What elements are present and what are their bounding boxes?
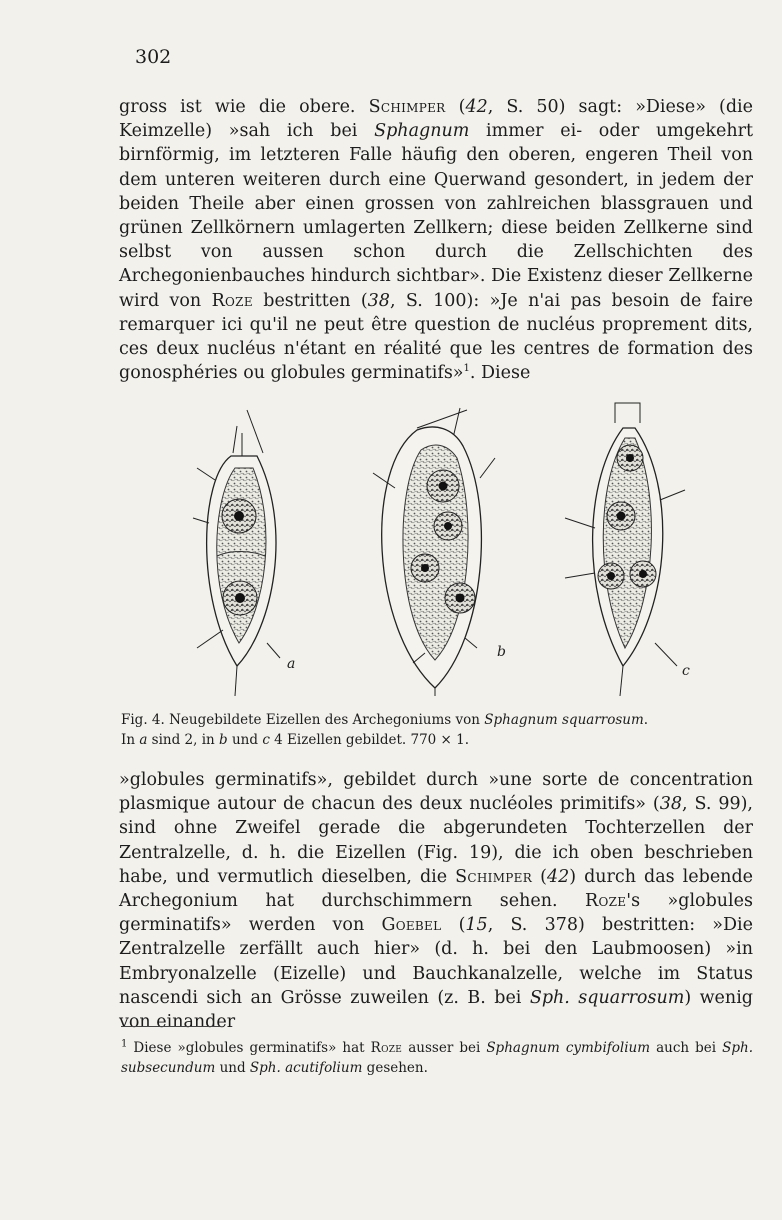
caption-letter-c: c: [262, 732, 270, 748]
footnote-text: auch bei: [650, 1040, 723, 1056]
caption-letter-a: a: [139, 732, 148, 748]
author-name: Schimper: [368, 97, 446, 117]
author-name: Roze: [370, 1040, 403, 1056]
reference-number: 15: [465, 915, 488, 936]
drawing-a: [193, 410, 295, 696]
caption-text: sind 2, in: [147, 732, 220, 748]
footnote-1: [121, 1038, 753, 1078]
author-name: Roze: [584, 891, 627, 912]
caption-text: .: [643, 712, 649, 728]
species-name: Sphagnum cymbifolium: [486, 1040, 651, 1056]
author-name: Schimper: [455, 866, 533, 887]
footnote-text: und: [215, 1060, 250, 1076]
text-run: ) wenig von einander: [119, 987, 753, 1033]
author-name: Roze: [211, 290, 253, 311]
footnote-divider: [121, 1026, 221, 1027]
caption-text: Fig. 4. Neugebildete Eizellen des Archegoniums von: [121, 712, 485, 728]
figure-4: [185, 398, 705, 698]
body-paragraph-1: [119, 95, 753, 385]
footnote-number: 1: [121, 1038, 128, 1050]
figure-caption: [121, 710, 753, 750]
caption-text: 4 Eizellen gebildet. 770 × 1.: [269, 732, 470, 748]
reference-number: 38: [367, 290, 390, 311]
text-run: »globules germinatifs», gebildet durch »une sorte de concentration plasmique autour de chacun des deux nucléoles primitifs» (: [119, 770, 753, 815]
text-run: 's »globules germinatifs» werden von: [119, 891, 753, 936]
text-run: ) durch das lebende Archegonium hat durchschimmern sehen.: [119, 866, 754, 912]
footnote-text: Diese »globules germinatifs» hat: [127, 1040, 371, 1056]
caption-species: Sphagnum squarrosum: [484, 712, 644, 728]
species-name: Sphagnum: [374, 121, 470, 142]
caption-text: In: [121, 732, 140, 748]
text-run: , S. 99), sind ohne Zweifel gerade die abgerundeten Tochterzellen der Zentralzelle, d. h. die Eizellen (Fig. 19), die ich oben beschrieben habe, und vermutlich dieselben, die: [119, 794, 753, 887]
drawing-b: [373, 408, 506, 696]
archegonium-drawings: [185, 398, 705, 698]
text-run: (: [532, 866, 547, 887]
figure-label-a: a: [287, 656, 296, 672]
figure-label-b: b: [497, 644, 506, 660]
caption-text: und: [227, 732, 263, 748]
species-name: Sph. subsecundum: [121, 1040, 753, 1076]
caption-letter-b: b: [219, 732, 228, 748]
footnote-marker[interactable]: 1: [463, 363, 470, 375]
text-run: . Diese: [469, 363, 531, 384]
text-run: , S. 100): »Je n'ai pas besoin de faire remarquer ici qu'il ne peut être question de nucléus proprement dits, ces deux nucléus n'étant en réalité que les centres de formation des gonosphéries ou globules germinatifs»: [119, 290, 753, 384]
reference-number: 42: [546, 866, 570, 887]
reference-number: 42: [465, 97, 488, 117]
text-run: (: [441, 915, 466, 936]
text-run: , S. 50) sagt: »Diese» (die Keimzelle) »sah ich bei: [119, 97, 753, 142]
footnote-text: ausser bei: [402, 1040, 487, 1056]
species-name: Sph. acutifolium: [249, 1060, 363, 1076]
figure-label-c: c: [682, 663, 690, 679]
text-run: bestritten (: [252, 290, 368, 311]
species-name: Sph. squarrosum: [529, 987, 685, 1008]
body-paragraph-2: [119, 768, 753, 1034]
text-run: gross ist wie die obere.: [119, 97, 369, 117]
drawing-c: [565, 403, 690, 696]
footnote-text: gesehen.: [362, 1060, 428, 1076]
caption-line-2: [121, 730, 753, 750]
text-run: immer ei- oder umgekehrt birnförmig, im letzteren Falle häufig den oberen, engeren Theil von dem unteren weiteren durch eine Querwand gesondert, in jedem der beiden Theile aber einen grossen von zahlreichen blassgrauen und grünen Zellkörnern umlagerten Zellkern; diese beiden Zellkerne sind selbst von aussen schon durch die Zellschichten des Archegonienbauches hindurch sichtbar». Die Existenz dieser Zellkerne wird von: [119, 121, 754, 311]
author-name: Goebel: [381, 915, 442, 936]
text-run: , S. 378) bestritten: »Die Zentralzelle zerfällt auch hier» (d. h. bei den Laubmoosen) »in Embryonalzelle (Eizelle) und Bauchkanalzelle, welche im Status nascendi sich an Grösse zuweilen (z. B. bei: [119, 915, 754, 1008]
text-run: (: [445, 97, 466, 117]
page-number: 302: [135, 46, 172, 68]
reference-number: 38: [659, 794, 683, 815]
